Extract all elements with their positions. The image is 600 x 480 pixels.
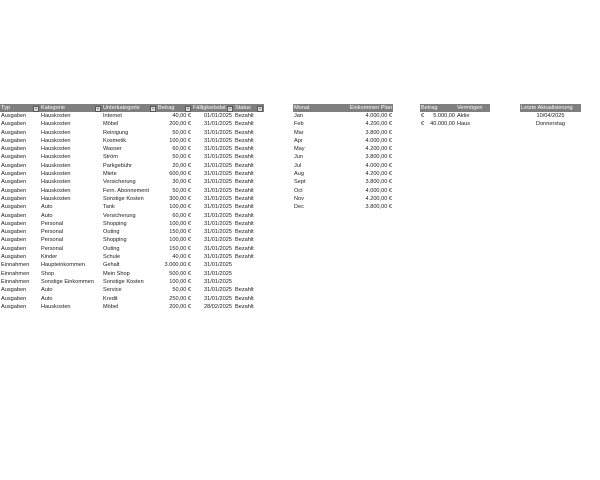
cell-betrag: 100,00 €	[169, 137, 191, 144]
table-row	[293, 120, 393, 128]
cell-unterkategorie: Versicherung	[103, 212, 136, 219]
cell-betrag: 100,00 €	[169, 278, 191, 285]
cell-typ: Ausgaben	[1, 187, 27, 194]
cell-status: Bezahlt	[235, 212, 254, 219]
table-row	[0, 162, 264, 170]
table-row	[0, 212, 264, 220]
cell-status: Bezahlt	[235, 303, 254, 310]
cell-datum: 31/01/2025	[204, 254, 232, 261]
cell-betrag: 50,00 €	[172, 154, 191, 161]
cell-einkommen-plan: 3.800,00 €	[365, 179, 392, 186]
cell-datum: 31/01/2025	[204, 237, 232, 244]
cell-monat: Jan	[294, 113, 304, 119]
cell-status: Bezahlt	[235, 195, 254, 202]
cell-unterkategorie: Miete	[103, 171, 117, 178]
cell-betrag: 500,00 €	[169, 270, 191, 277]
table-row	[0, 187, 264, 195]
cell-datum: 31/01/2025	[204, 262, 232, 269]
table-row	[293, 137, 393, 145]
cell-betrag: 40,00 €	[172, 254, 191, 261]
cell-typ: Ausgaben	[1, 146, 27, 153]
cell-kategorie: Auto	[41, 212, 53, 219]
cell-datum: 31/01/2025	[204, 129, 232, 136]
cell-status: Bezahlt	[235, 129, 254, 136]
cell-datum: 31/01/2025	[204, 154, 232, 161]
cell-betrag: 50,00 €	[172, 287, 191, 294]
table-row	[0, 295, 264, 303]
cell-betrag: 3.000,00 €	[164, 262, 191, 269]
cell-typ: Einnahmen	[1, 278, 30, 285]
table-row	[0, 153, 264, 161]
assets-body	[420, 112, 490, 129]
cell-betrag: 100,00 €	[169, 237, 191, 244]
cell-kategorie: Hauskosten	[41, 154, 71, 161]
header-einkommen-plan: Einkommen Plan	[349, 105, 392, 111]
cell-einkommen-plan: 4.200,00 €	[365, 121, 392, 128]
cell-unterkategorie: Schule	[103, 254, 121, 261]
filter-dropdown-icon[interactable]	[185, 106, 191, 112]
cell-kategorie: Hauskosten	[41, 195, 71, 202]
cell-kategorie: Personal	[41, 245, 64, 252]
table-row	[0, 286, 264, 294]
cell-unterkategorie: Versicherung	[103, 179, 136, 186]
filter-dropdown-icon[interactable]	[33, 106, 39, 112]
cell-typ: Ausgaben	[1, 121, 27, 128]
header-typ: Typ	[0, 104, 40, 112]
cell-vermoegen: Aktie	[457, 113, 470, 119]
cell-typ: Ausgaben	[1, 137, 27, 144]
income-plan-table	[293, 104, 393, 212]
cell-typ: Ausgaben	[1, 254, 27, 261]
cell-vermoegen: Haus	[457, 121, 471, 128]
cell-einkommen-plan: 3.800,00 €	[365, 204, 392, 211]
cell-monat: Oct	[294, 187, 303, 194]
table-row	[0, 112, 264, 120]
cell-typ: Ausgaben	[1, 154, 27, 161]
cell-betrag: 60,00 €	[172, 146, 191, 153]
table-row	[0, 245, 264, 253]
cell-kategorie: Hauskosten	[41, 303, 71, 310]
cell-kategorie: Hauskosten	[41, 187, 71, 194]
cell-kategorie: Personal	[41, 229, 64, 236]
cell-einkommen-plan: 4.200,00 €	[365, 195, 392, 202]
cell-datum: 31/01/2025	[204, 287, 232, 294]
cell-datum: 31/01/2025	[204, 270, 232, 277]
cell-kategorie: Sonstige Einkommen	[41, 278, 94, 285]
cell-kategorie: Auto	[41, 295, 53, 302]
filter-dropdown-icon[interactable]	[227, 106, 233, 112]
cell-status: Bezahlt	[235, 245, 254, 252]
cell-kategorie: Hauskosten	[41, 113, 71, 119]
cell-datum: 31/01/2025	[204, 195, 232, 202]
header-status: Status	[234, 104, 264, 112]
income-plan-header-row	[293, 104, 393, 112]
cell-betrag: 150,00 €	[169, 229, 191, 236]
asset-amount: 5.000,00	[433, 113, 455, 119]
cell-betrag: 50,00 €	[172, 187, 191, 194]
cell-datum: 31/01/2025	[204, 204, 232, 211]
currency-symbol: €	[421, 113, 425, 119]
cell-unterkategorie: Sonstige Kosten	[103, 195, 144, 202]
header-unterkategorie: Unterkategorie	[102, 104, 157, 112]
table-row	[293, 145, 393, 153]
cell-unterkategorie: Outing	[103, 229, 120, 236]
cell-kategorie: Hauskosten	[41, 146, 71, 153]
cell-kategorie: Personal	[41, 220, 64, 227]
cell-datum: 31/01/2025	[204, 229, 232, 236]
table-row	[420, 112, 490, 120]
cell-monat: Dec	[294, 204, 304, 211]
assets-header-row	[420, 104, 490, 112]
cell-einkommen-plan: 4.000,00 €	[365, 162, 392, 169]
cell-status: Bezahlt	[235, 121, 254, 128]
cell-status: Bezahlt	[235, 162, 254, 169]
header-faelligkeitsdatum: Fälligkeitsdat.	[192, 104, 234, 112]
cell-monat: May	[294, 146, 305, 153]
cell-monat: Mar	[294, 129, 304, 136]
table-row	[0, 203, 264, 211]
cell-datum: 28/02/2025	[204, 303, 232, 310]
cell-unterkategorie: Wasser	[103, 146, 122, 153]
table-row	[0, 261, 264, 269]
header-letzte-aktualisierung: Letzte Aktualisierung	[521, 105, 573, 111]
table-row	[293, 195, 393, 203]
cell-betrag: 250,00 €	[169, 295, 191, 302]
cell-typ: Ausgaben	[1, 204, 27, 211]
cell-kategorie: Kinder	[41, 254, 58, 261]
cell-typ: Ausgaben	[1, 195, 27, 202]
cell-betrag: 20,00 €	[172, 162, 191, 169]
cell-einkommen-plan: 4.200,00 €	[365, 146, 392, 153]
cell-betrag: 100,00 €	[169, 204, 191, 211]
last-update-date: 10/04/2025	[536, 113, 565, 119]
cell-monat: Apr	[294, 137, 303, 144]
cell-einkommen-plan: 4.000,00 €	[365, 137, 392, 144]
cell-status: Bezahlt	[235, 204, 254, 211]
cell-betrag: 50,00 €	[172, 129, 191, 136]
cell-betrag-assets	[420, 120, 456, 128]
cell-datum: 31/01/2025	[204, 187, 232, 194]
cell-typ: Ausgaben	[1, 129, 27, 136]
cell-unterkategorie: Service	[103, 287, 122, 294]
header-monat: Monat	[294, 105, 310, 111]
cell-betrag: 200,00 €	[169, 303, 191, 310]
cell-typ: Ausgaben	[1, 295, 27, 302]
header-vermoegen: Vermögen	[457, 105, 483, 111]
filter-dropdown-icon[interactable]	[150, 106, 156, 112]
cell-status	[234, 270, 264, 278]
cell-datum: 01/01/2025	[204, 113, 232, 119]
cell-unterkategorie: Fern. Abonnement	[103, 187, 150, 194]
last-update-weekday: Donnerstag	[536, 121, 565, 128]
table-row	[293, 153, 393, 161]
cell-unterkategorie: Möbel	[103, 121, 119, 128]
cell-kategorie: Hauskosten	[41, 121, 71, 128]
table-row	[0, 220, 264, 228]
cell-status: Bezahlt	[235, 179, 254, 186]
cell-typ: Ausgaben	[1, 162, 27, 169]
cell-datum: 31/01/2025	[204, 121, 232, 128]
cell-datum: 31/01/2025	[204, 162, 232, 169]
table-row	[293, 187, 393, 195]
cell-status: Bezahlt	[235, 287, 254, 294]
header-betrag: Betrag	[157, 104, 192, 112]
cell-status: Bezahlt	[235, 187, 254, 194]
asset-amount: 40.000,00	[430, 121, 455, 128]
header-kategorie: Kategorie	[40, 104, 102, 112]
cell-monat: Jul	[294, 162, 302, 169]
cell-datum: 31/01/2025	[204, 245, 232, 252]
cell-status: Bezahlt	[235, 137, 254, 144]
cell-typ: Einnahmen	[1, 270, 30, 277]
table-row	[0, 270, 264, 278]
last-update-header-row	[520, 104, 581, 112]
table-row	[0, 278, 264, 286]
table-row	[0, 195, 264, 203]
cell-unterkategorie: Tank	[103, 204, 115, 211]
transactions-table	[0, 104, 264, 311]
assets-table	[420, 104, 490, 129]
cell-typ: Ausgaben	[1, 245, 27, 252]
table-row	[0, 137, 264, 145]
cell-betrag: 60,00 €	[172, 212, 191, 219]
transactions-body	[0, 112, 264, 311]
cell-typ: Ausgaben	[1, 303, 27, 310]
cell-status: Bezahlt	[235, 146, 254, 153]
cell-datum: 31/01/2025	[204, 171, 232, 178]
cell-typ: Ausgaben	[1, 287, 27, 294]
cell-unterkategorie: Ström	[103, 154, 118, 161]
cell-status: Bezahlt	[235, 254, 254, 261]
cell-unterkategorie: Internet	[103, 113, 122, 119]
table-row	[0, 303, 264, 311]
cell-status: Bezahlt	[235, 229, 254, 236]
cell-betrag: 100,00 €	[169, 220, 191, 227]
cell-unterkategorie: Shopping	[103, 220, 127, 227]
cell-kategorie: Personal	[41, 237, 64, 244]
cell-datum: 31/01/2025	[204, 212, 232, 219]
cell-kategorie: Auto	[41, 204, 53, 211]
cell-typ: Ausgaben	[1, 229, 27, 236]
cell-datum: 31/01/2025	[204, 278, 232, 285]
cell-einkommen-plan: 4.000,00 €	[365, 113, 392, 119]
cell-monat: Jun	[294, 154, 304, 161]
cell-unterkategorie: Outing	[103, 245, 120, 252]
cell-typ: Ausgaben	[1, 212, 27, 219]
cell-typ: Ausgaben	[1, 113, 27, 119]
cell-unterkategorie: Sonstige Kosten	[103, 278, 144, 285]
cell-betrag: 300,00 €	[169, 195, 191, 202]
cell-status: Bezahlt	[235, 113, 254, 119]
cell-betrag: 40,00 €	[172, 113, 191, 119]
cell-kategorie: Hauskosten	[41, 179, 71, 186]
cell-status: Bezahlt	[235, 154, 254, 161]
cell-typ: Ausgaben	[1, 171, 27, 178]
table-row	[0, 253, 264, 261]
cell-status: Bezahlt	[235, 237, 254, 244]
table-row	[420, 120, 490, 128]
table-row	[293, 162, 393, 170]
cell-unterkategorie: Kredit	[103, 295, 118, 302]
table-row	[0, 178, 264, 186]
table-row	[0, 120, 264, 128]
header-betrag-assets: Betrag	[421, 105, 438, 111]
transactions-header-row	[0, 104, 264, 112]
cell-kategorie: Hauskosten	[41, 171, 71, 178]
cell-status: Bezahlt	[235, 295, 254, 302]
cell-monat: Feb	[294, 121, 304, 128]
cell-datum: 31/01/2025	[204, 146, 232, 153]
cell-kategorie: Haupteinkommen	[41, 262, 85, 269]
cell-unterkategorie: Reinigung	[103, 129, 129, 136]
income-plan-body	[293, 112, 393, 212]
cell-typ: Einnahmen	[1, 262, 30, 269]
cell-monat: Sept	[294, 179, 306, 186]
cell-betrag: 200,00 €	[169, 121, 191, 128]
cell-kategorie: Auto	[41, 287, 53, 294]
table-row	[293, 129, 393, 137]
cell-datum: 31/01/2025	[204, 179, 232, 186]
cell-status: Bezahlt	[235, 171, 254, 178]
cell-unterkategorie: Shopping	[103, 237, 127, 244]
cell-status: Bezahlt	[235, 220, 254, 227]
cell-unterkategorie: Parkgebühr	[103, 162, 132, 169]
table-row	[0, 236, 264, 244]
cell-datum: 31/01/2025	[204, 137, 232, 144]
cell-unterkategorie: Möbel	[103, 303, 119, 310]
cell-einkommen-plan: 3.800,00 €	[365, 129, 392, 136]
table-row	[0, 145, 264, 153]
cell-betrag-assets	[420, 112, 456, 120]
cell-betrag: 150,00 €	[169, 245, 191, 252]
cell-typ: Ausgaben	[1, 237, 27, 244]
cell-kategorie: Shop	[41, 270, 55, 277]
cell-datum: 31/01/2025	[204, 220, 232, 227]
cell-datum: 31/01/2025	[204, 295, 232, 302]
last-update-date-row	[520, 112, 581, 120]
filter-dropdown-icon[interactable]	[95, 106, 101, 112]
table-row	[0, 228, 264, 236]
filter-dropdown-icon[interactable]	[257, 106, 263, 112]
cell-betrag: 600,00 €	[169, 171, 191, 178]
cell-unterkategorie: Mein Shop	[103, 270, 130, 277]
cell-typ: Ausgaben	[1, 220, 27, 227]
currency-symbol: €	[421, 121, 425, 128]
cell-status	[234, 278, 264, 286]
cell-kategorie: Hauskosten	[41, 137, 71, 144]
table-row	[0, 170, 264, 178]
cell-unterkategorie: Kosmetik	[103, 137, 127, 144]
cell-kategorie: Hauskosten	[41, 129, 71, 136]
cell-einkommen-plan: 4.000,00 €	[365, 187, 392, 194]
cell-unterkategorie: Gehalt	[103, 262, 120, 269]
last-update-table	[520, 104, 581, 129]
cell-betrag: 30,00 €	[172, 179, 191, 186]
cell-einkommen-plan: 3.800,00 €	[365, 154, 392, 161]
cell-kategorie: Hauskosten	[41, 162, 71, 169]
cell-status	[234, 261, 264, 269]
cell-einkommen-plan: 4.200,00 €	[365, 171, 392, 178]
table-row	[0, 129, 264, 137]
cell-typ: Ausgaben	[1, 179, 27, 186]
cell-monat: Aug	[294, 171, 304, 178]
table-row	[293, 112, 393, 120]
last-update-weekday-row	[520, 120, 581, 128]
table-row	[293, 178, 393, 186]
table-row	[293, 203, 393, 211]
table-row	[293, 170, 393, 178]
cell-monat: Nov	[294, 195, 304, 202]
